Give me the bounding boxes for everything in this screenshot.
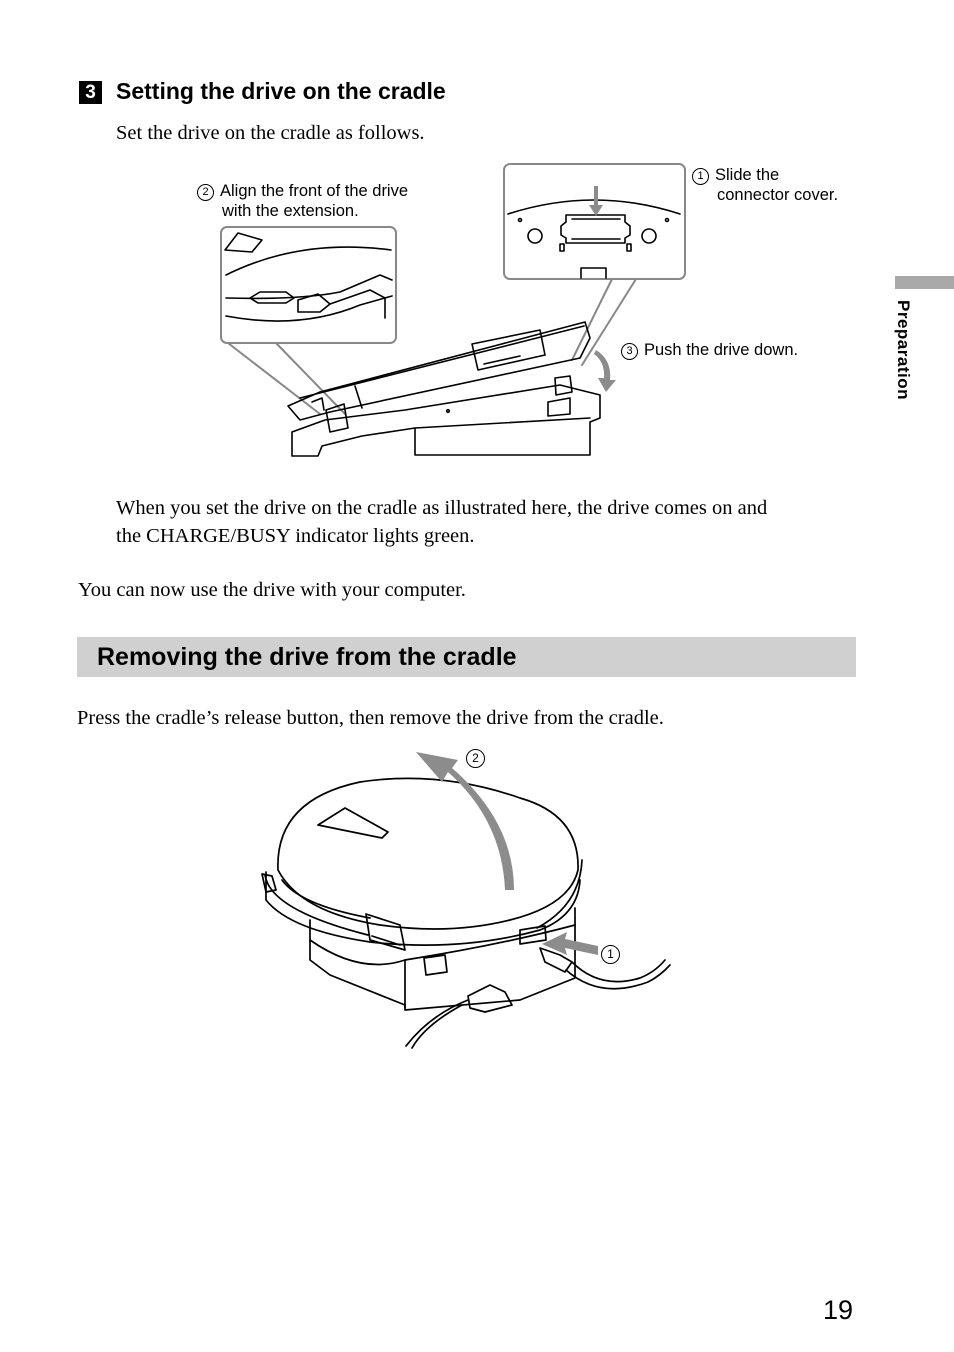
step-intro: Set the drive on the cradle as follows. [116, 122, 425, 144]
paragraph1-line1: When you set the drive on the cradle as illustrated here, the drive comes on and [116, 497, 768, 519]
paragraph1-line2: the CHARGE/BUSY indicator lights green. [116, 525, 475, 547]
section-instruction: Press the cradle’s release button, then remove the drive from the cradle. [77, 707, 664, 729]
callout-slide-line2: connector cover. [717, 186, 839, 204]
step-number-badge: 3 [79, 81, 102, 104]
arrow-lift-drive [416, 752, 514, 890]
callout-align-line1: Align the front of the drive [220, 182, 409, 200]
cable-left [468, 985, 512, 1012]
callout-align-line2: with the extension. [222, 202, 359, 220]
page-number: 19 [823, 1295, 854, 1325]
callout-align-number: 2 [197, 184, 214, 201]
paragraph-ready: You can now use the drive with your computer. [78, 579, 466, 601]
callout-push-text: Push the drive down. [644, 341, 799, 359]
section-title: Removing the drive from the cradle [97, 643, 517, 671]
step-title: Setting the drive on the cradle [116, 78, 446, 104]
callout-slide-line1: Slide the [715, 166, 780, 184]
cradle-base [310, 908, 575, 1010]
side-label-preparation: Preparation [894, 300, 913, 400]
callout-push-number: 3 [621, 343, 638, 360]
label-lift-drive: 2 [466, 749, 485, 768]
cable-right [540, 948, 572, 972]
callout-slide-number: 1 [692, 168, 709, 185]
label-press-release: 1 [601, 945, 620, 964]
